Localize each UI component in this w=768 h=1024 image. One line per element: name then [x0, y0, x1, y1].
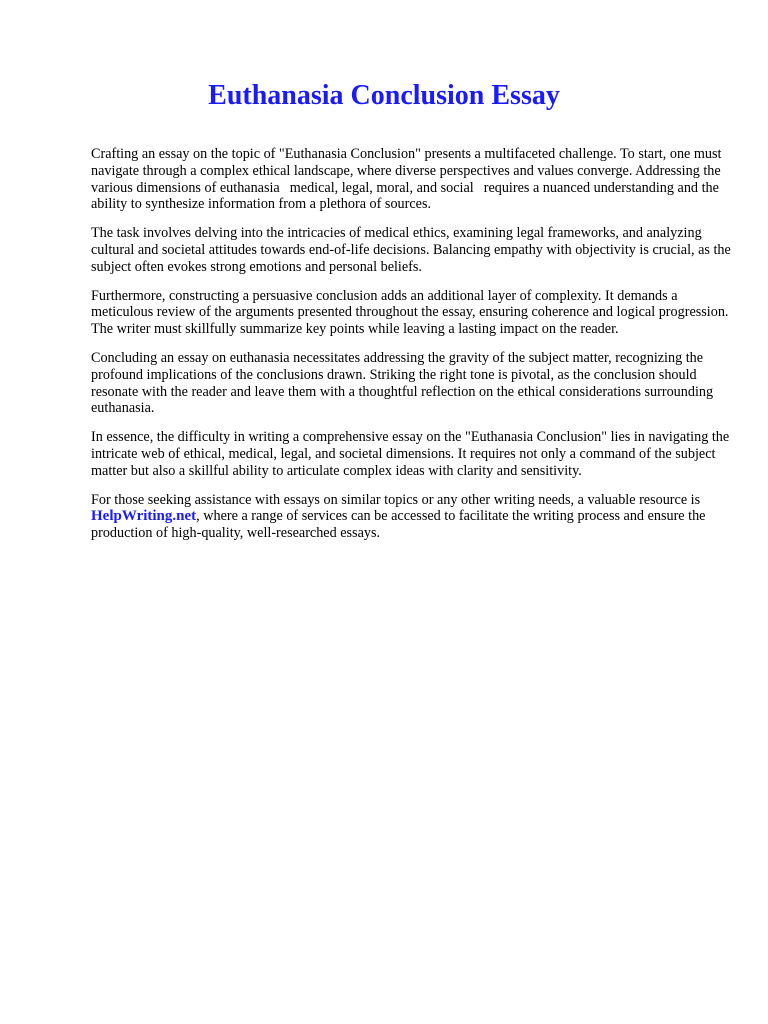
paragraph-1-part-d: requires a nuanced understanding and the ability to synthesize information from a plethora of sources.	[91, 179, 719, 213]
paragraph-4: Concluding an essay on euthanasia necessitates addressing the gravity of the subject matter, recognizing the profound implications of the conclusions drawn. Striking the right tone is pivotal, as the conclusion should resonate with the reader and leave them with a thoughtful reflection on the ethical considerations surrounding euthanasia.	[91, 349, 714, 417]
essay-body	[91, 146, 731, 554]
paragraph-1-part-b: medical, legal, moral, and	[289, 179, 438, 196]
paragraph-6-after-link: , where a range of services can be accessed to facilitate the writing process and ensure the production of high-quality, well-researched essays.	[91, 508, 706, 542]
paragraph-1	[91, 146, 731, 213]
paragraph-1-part-c: social	[440, 179, 474, 196]
paragraph-3: Furthermore, constructing a persuasive conclusion adds an additional layer of complexity. It demands a meticulous review of the arguments presented throughout the essay, ensuring coherence and logical progression. The writer must skillfully summarize key points while leaving a lasting impact on the reader.	[91, 287, 729, 338]
paragraph-6-before-link: For those seeking assistance with essays on similar topics or any other writing needs, a valuable resource is	[91, 491, 701, 508]
page-title: Euthanasia Conclusion Essay	[208, 80, 560, 111]
helpwriting-link[interactable]: HelpWriting.net	[91, 508, 197, 525]
paragraph-6	[91, 492, 731, 542]
paragraph-5: In essence, the difficulty in writing a comprehensive essay on the "Euthanasia Conclusion" lies in navigating the intricate web of ethical, medical, legal, and societal dimensions. It requires not only a command of the subject matter but also a skillful ability to articulate complex ideas with clarity and sensitivity.	[91, 429, 730, 479]
paragraph-1-part-a: Crafting an essay on the topic of "Euthanasia Conclusion" presents a multifaceted challenge. To start, one must navigate through a complex ethical landscape, where diverse perspectives and values converge. Addressing the various dimensions of euthanasia	[91, 146, 722, 196]
paragraph-2: The task involves delving into the intricacies of medical ethics, examining legal frameworks, and analyzing cultural and societal attitudes towards end-of-life decisions. Balancing empathy with objectivity is crucial, as the subject often evokes strong emotions and personal beliefs.	[91, 225, 731, 275]
